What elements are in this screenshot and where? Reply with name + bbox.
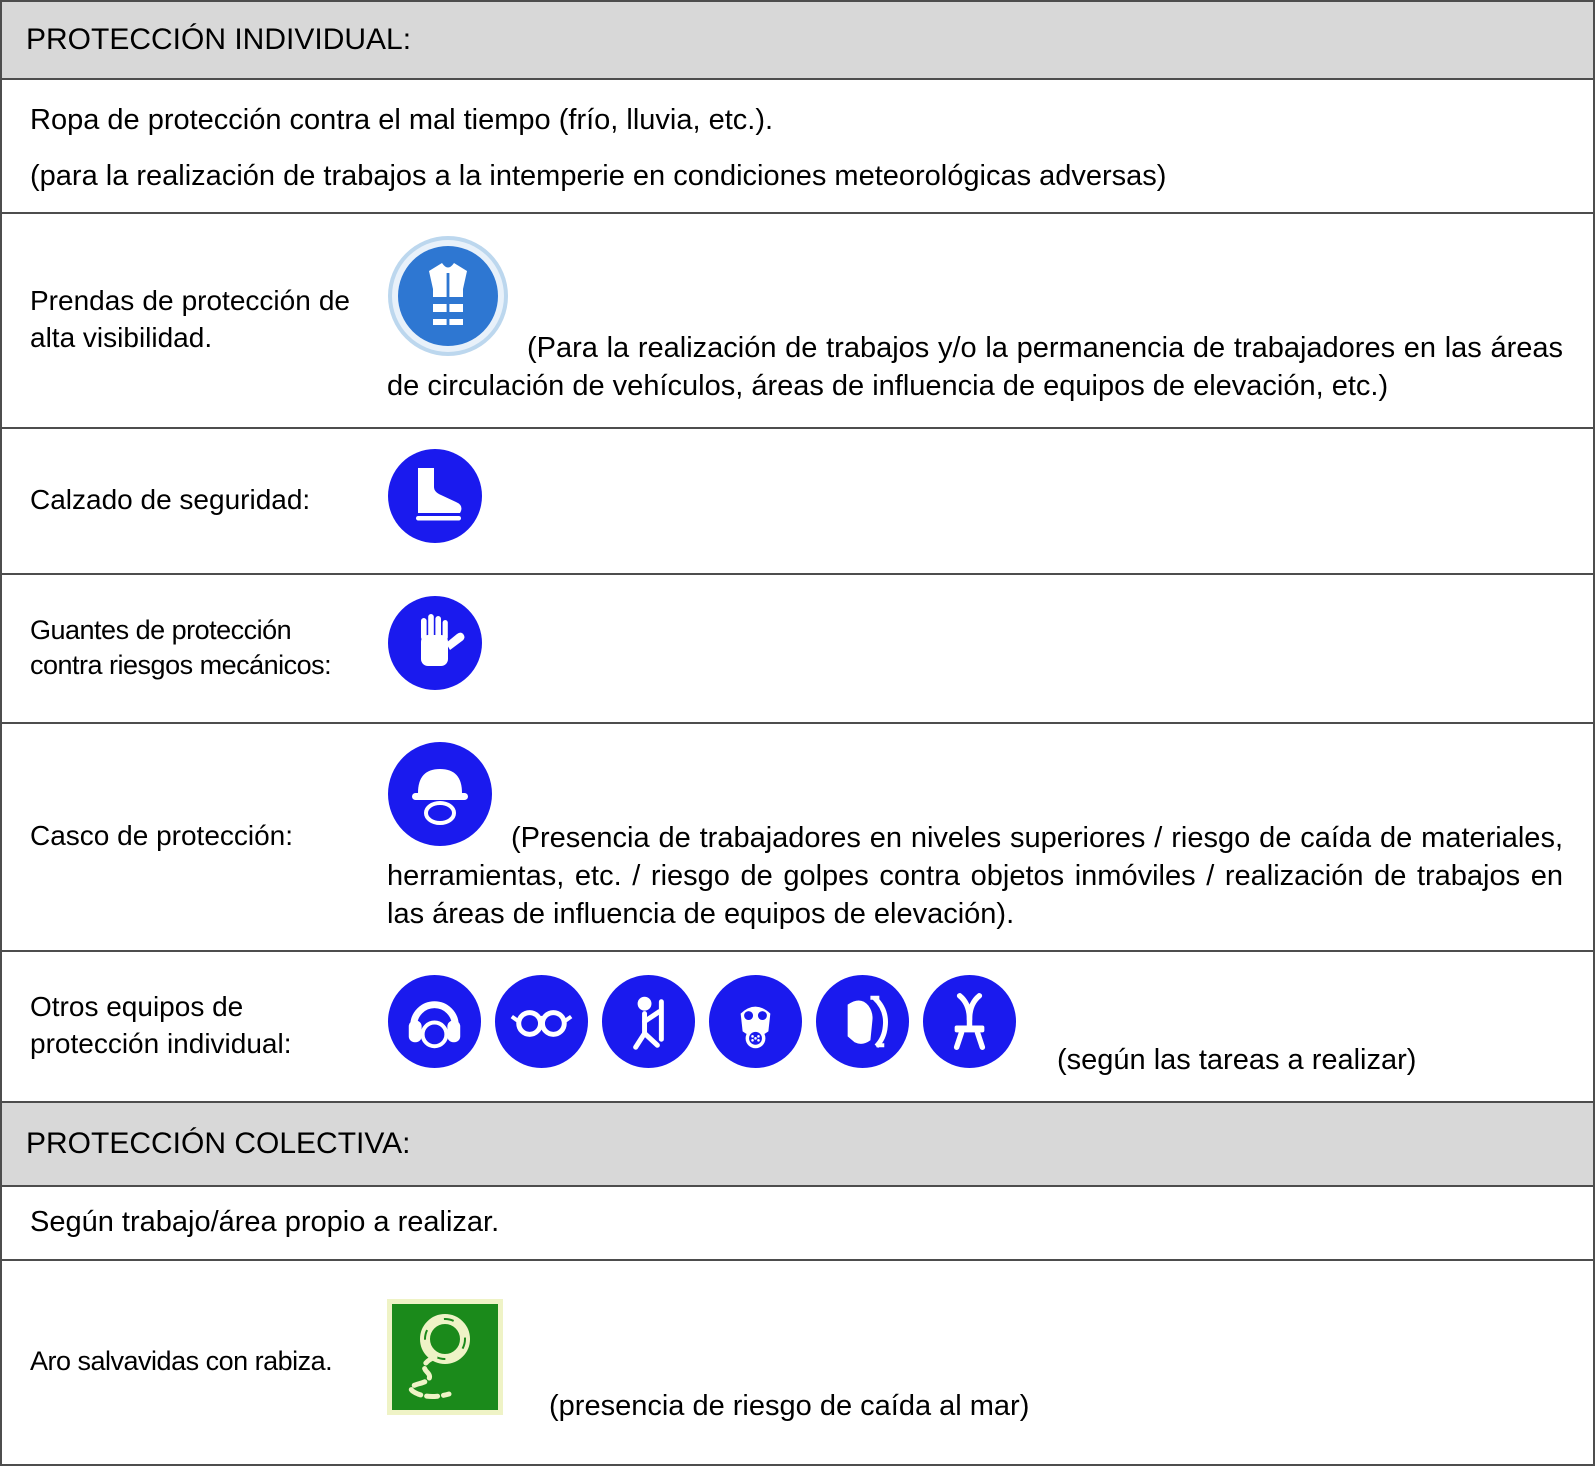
row-high-visibility — [2, 214, 1593, 429]
weather-clothing-text: Ropa de protección contra el mal tiempo (frío, lluvia, etc.). — [30, 103, 774, 136]
row-other-equipment — [2, 952, 1593, 1104]
other-equipment-label: Otros equipos de protección individual: — [30, 991, 292, 1060]
row-lifebuoy — [2, 1261, 1593, 1464]
section-header-individual-title: PROTECCIÓN INDIVIDUAL: — [26, 22, 412, 56]
high-visibility-content — [360, 235, 1593, 405]
safety-helmet-content — [360, 741, 1593, 933]
high-visibility-label: Prendas de protección de alta visibilidad. — [30, 285, 350, 354]
row-weather-clothing — [2, 80, 1593, 214]
weather-clothing-condition: (para la realización de trabajos a la intemperie en condiciones meteorológicas adversas) — [30, 159, 1167, 192]
ear-protection-icon — [387, 974, 482, 1069]
row-safety-helmet — [2, 724, 1593, 951]
eye-protection-icon — [494, 974, 589, 1069]
protective-gloves-icon — [387, 595, 483, 691]
lifebuoy-label: Aro salvavidas con rabiza. — [30, 1346, 333, 1377]
safety-boots-icon — [387, 448, 483, 544]
body-harness-icon — [922, 974, 1017, 1069]
lifebuoy-note: (presencia de riesgo de caída al mar) — [549, 1390, 1030, 1423]
row-safety-footwear — [2, 429, 1593, 575]
other-equipment-content — [360, 974, 1593, 1079]
section-header-collective-title: PROTECCIÓN COLECTIVA: — [26, 1126, 411, 1160]
section-header-individual — [2, 2, 1593, 80]
other-equipment-note: (según las tareas a realizar) — [1057, 1043, 1417, 1076]
lifebuoy-content — [360, 1299, 1593, 1425]
safety-footwear-label: Calzado de seguridad: — [30, 484, 311, 516]
protective-gloves-label: Guantes de protección contra riesgos mecánicos: — [30, 614, 332, 681]
safety-helmet-label: Casco de protección: — [30, 820, 294, 852]
safety-harness-icon — [601, 974, 696, 1069]
safety-helmet-icon — [387, 741, 493, 847]
high-visibility-vest-icon — [387, 235, 509, 357]
respirator-mask-icon — [708, 974, 803, 1069]
section-header-collective — [2, 1103, 1593, 1187]
row-protective-gloves — [2, 575, 1593, 725]
safety-helmet-note: (Presencia de trabajadores en niveles superiores / riesgo de caída de materiales, herramientas, etc. / riesgo de golpes contra objetos inmóviles / realización de trabajos en las áreas de influencia de equipos de elevación). — [387, 821, 1563, 930]
protective-gloves-content — [360, 595, 1593, 701]
high-visibility-note: (Para la realización de trabajos y/o la permanencia de trabajadores en las áreas de circulación de vehículos, áreas de influencia de equipos de elevación, etc.) — [387, 332, 1563, 403]
lifebuoy-with-rope-icon — [387, 1299, 503, 1415]
safety-footwear-content — [360, 448, 1593, 554]
row-collective-general — [2, 1187, 1593, 1261]
face-shield-icon — [815, 974, 910, 1069]
collective-general-text: Según trabajo/área propio a realizar. — [30, 1206, 500, 1239]
